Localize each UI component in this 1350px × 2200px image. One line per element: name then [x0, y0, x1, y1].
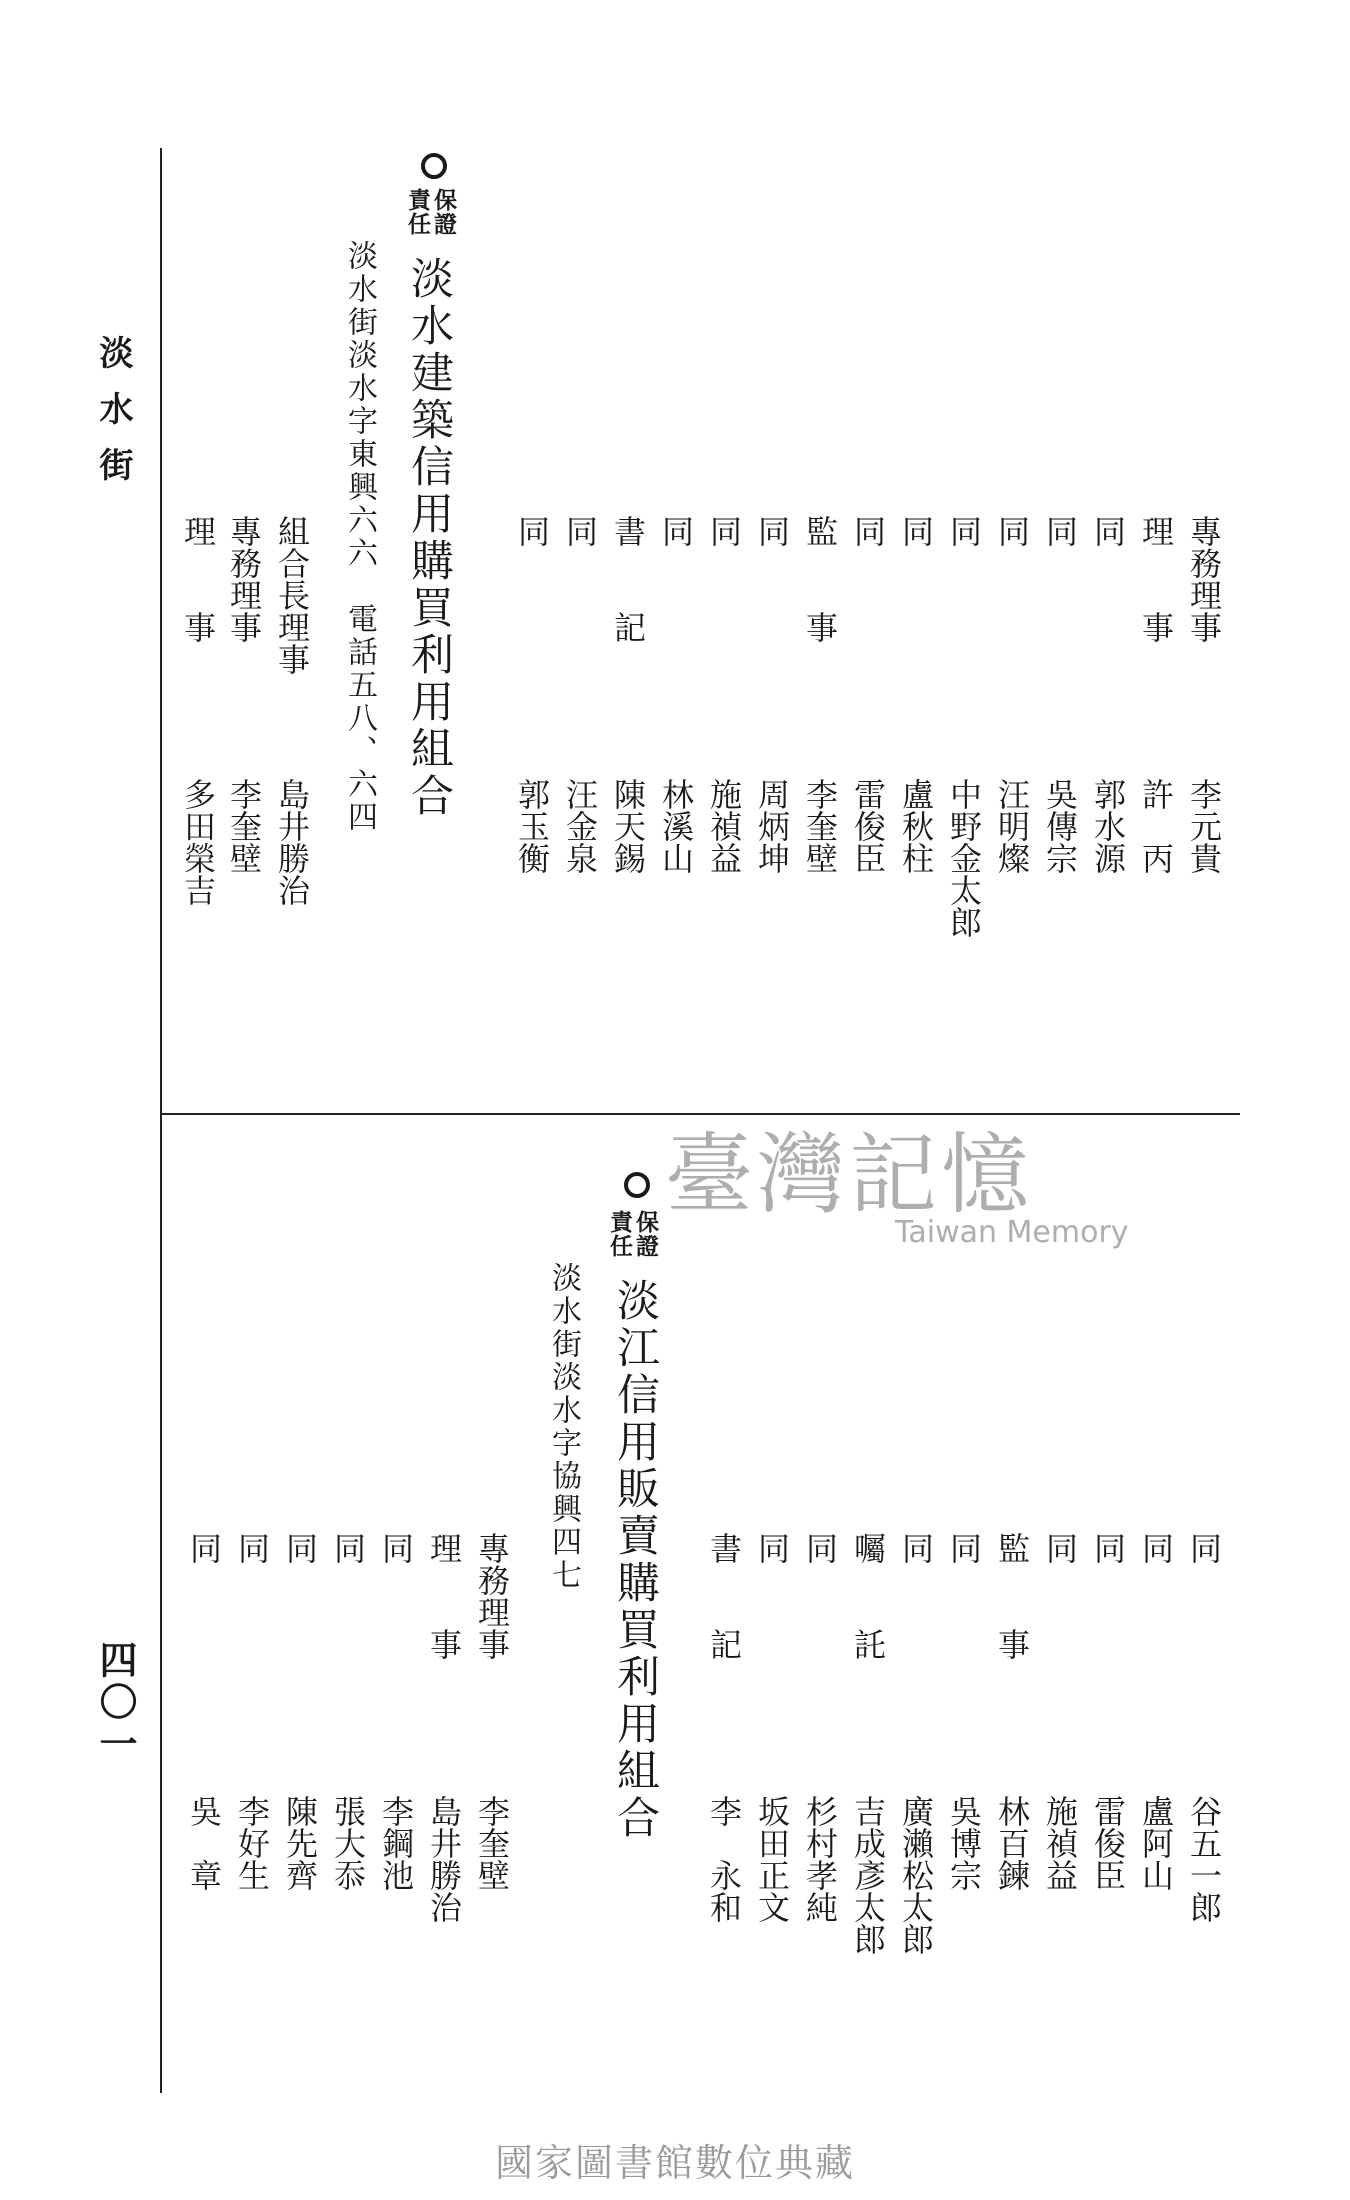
member-name: 周炳坤 [753, 778, 791, 874]
member-name: 雷俊臣 [849, 778, 887, 874]
org2-prefix [608, 1210, 657, 1258]
member-name: 多田榮吉 [179, 778, 217, 906]
member-name: 谷五一郎 [1185, 1795, 1223, 1923]
member-role: 同 [1137, 1532, 1175, 1564]
member-role: 同 [945, 515, 983, 547]
member-role: 同 [657, 515, 695, 547]
member-role: 同 [1041, 1532, 1079, 1564]
member-name: 杉村孝純 [801, 1795, 839, 1923]
member-role: 同 [1089, 515, 1127, 547]
member-name: 島井勝治 [425, 1795, 463, 1923]
footer-caption: 國家圖書館數位典藏 [494, 2141, 855, 2185]
member-role: 組合長理事 [273, 515, 311, 675]
member-role: 同 [705, 515, 743, 547]
org2-title: 淡江信用販賣購買利用組合 [610, 1278, 660, 1842]
member-role: 囑 託 [849, 1532, 887, 1660]
member-role: 同 [513, 515, 551, 547]
member-name: 林溪山 [657, 778, 695, 874]
org1-prefix-2: 責任 [404, 188, 431, 236]
member-role: 同 [377, 1532, 415, 1564]
member-name: 中野金太郎 [945, 778, 983, 938]
bullet-circle-icon [624, 1172, 650, 1198]
member-role: 同 [185, 1532, 223, 1564]
member-role: 專務理事 [473, 1532, 511, 1660]
org2-prefix-2: 責任 [606, 1210, 633, 1258]
member-name: 施禎益 [705, 778, 743, 874]
member-name: 盧阿山 [1137, 1795, 1175, 1891]
org2-prefix-1: 保證 [632, 1210, 659, 1258]
member-role: 監 事 [993, 1532, 1031, 1660]
member-name: 汪金泉 [561, 778, 599, 874]
member-name: 李元貴 [1185, 778, 1223, 874]
page-number: 四〇一 [93, 1640, 138, 1766]
org1-prefix [406, 188, 455, 236]
member-role: 同 [849, 515, 887, 547]
member-name: 陳天錫 [609, 778, 647, 874]
member-name: 陳先齊 [281, 1795, 319, 1891]
member-role: 專務理事 [1185, 515, 1223, 643]
member-name: 汪明燦 [993, 778, 1031, 874]
member-role: 同 [897, 515, 935, 547]
member-name: 張大忝 [329, 1795, 367, 1891]
member-role: 同 [561, 515, 599, 547]
member-name: 吳傳宗 [1041, 778, 1079, 874]
member-name: 郭玉衡 [513, 778, 551, 874]
bullet-circle-icon [421, 153, 447, 179]
member-name: 李奎壁 [473, 1795, 511, 1891]
watermark-subtitle: Taiwan Memory [895, 1215, 1129, 1250]
member-role: 同 [897, 1532, 935, 1564]
org1-prefix-1: 保證 [430, 188, 457, 236]
member-role: 監 事 [801, 515, 839, 643]
vertical-rule [160, 148, 162, 2093]
member-role: 同 [753, 515, 791, 547]
member-role: 同 [801, 1532, 839, 1564]
member-name: 雷俊臣 [1089, 1795, 1127, 1891]
watermark-title: 臺灣記憶 [665, 1123, 1034, 1226]
watermark-logo [665, 1105, 1129, 1255]
member-name: 李奎壁 [225, 778, 263, 874]
member-role: 書 記 [705, 1532, 743, 1660]
member-role: 書 記 [609, 515, 647, 643]
member-role: 同 [281, 1532, 319, 1564]
member-role: 理 事 [425, 1532, 463, 1660]
member-role: 同 [753, 1532, 791, 1564]
member-role: 同 [1041, 515, 1079, 547]
member-name: 吳 章 [185, 1795, 223, 1891]
member-role: 同 [1089, 1532, 1127, 1564]
member-name: 郭水源 [1089, 778, 1127, 874]
org1-title: 淡水建築信用購買利用組合 [404, 256, 454, 820]
org2-address: 淡水街淡水字協興四七 [546, 1262, 581, 1592]
member-name: 島井勝治 [273, 778, 311, 906]
member-name: 吉成彥太郎 [849, 1795, 887, 1955]
member-role: 專務理事 [225, 515, 263, 643]
member-name: 盧秋柱 [897, 778, 935, 874]
member-role: 同 [993, 515, 1031, 547]
member-name: 李奎壁 [801, 778, 839, 874]
member-role: 同 [1185, 1532, 1223, 1564]
member-name: 李好生 [233, 1795, 271, 1891]
member-role: 同 [945, 1532, 983, 1564]
org1-address: 淡水街淡水字東興六六 電話五八、六四 [342, 240, 377, 834]
member-name: 李 永和 [705, 1795, 743, 1923]
member-name: 林百鍊 [993, 1795, 1031, 1891]
member-role: 同 [233, 1532, 271, 1564]
member-name: 吳博宗 [945, 1795, 983, 1891]
member-name: 施禎益 [1041, 1795, 1079, 1891]
member-name: 李鋼池 [377, 1795, 415, 1891]
side-title: 淡水街 [93, 335, 133, 503]
member-name: 許 丙 [1137, 778, 1175, 874]
member-role: 理 事 [179, 515, 217, 643]
member-name: 廣瀨松太郎 [897, 1795, 935, 1955]
member-name: 坂田正文 [753, 1795, 791, 1923]
member-role: 理 事 [1137, 515, 1175, 643]
member-role: 同 [329, 1532, 367, 1564]
